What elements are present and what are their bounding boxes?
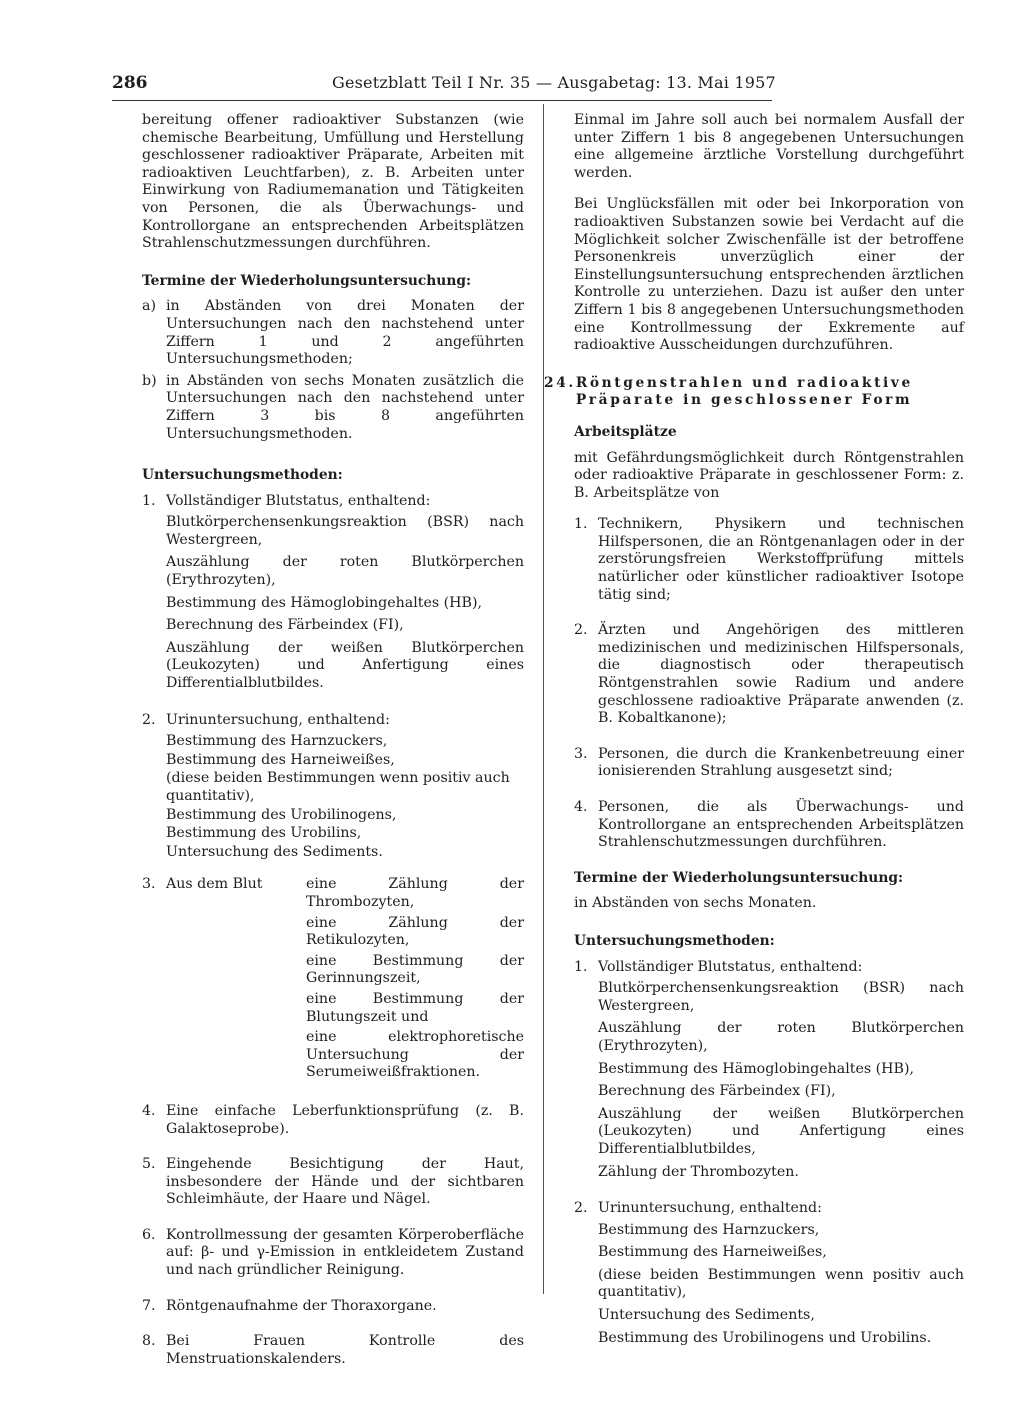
termine-text-right: in Abständen von sechs Monaten.	[574, 895, 817, 912]
method-1-right-sub: Auszählung der weißen Blutkörperchen (Leukozyten) und Anfertigung eines Differentialblutbildes,	[598, 1105, 964, 1157]
method-2-right: 2. Urinuntersuchung, enthaltend:	[574, 1200, 822, 1217]
method-5: 5. Eingehende Besichtigung der Haut, insbesondere der Hände und der sichtbaren Schleimhäute, der Haare und Nägel.	[142, 1156, 524, 1208]
method-2-sub: Untersuchung des Sediments.	[166, 843, 383, 860]
method-1-right-sub: Blutkörperchensenkungsreaktion (BSR) nach Westergreen,	[598, 980, 964, 1014]
method-2-sub: Bestimmung des Urobilinogens,	[166, 806, 397, 823]
column-divider	[543, 104, 544, 1294]
method-1-sub: Bestimmung des Hämoglobingehaltes (HB),	[166, 594, 483, 611]
termine-heading: Termine der Wiederholungsuntersuchung:	[142, 272, 472, 289]
method-1-right-sub: Zählung der Thrombozyten.	[598, 1163, 799, 1180]
method-1-right: 1. Vollständiger Blutstatus, enthaltend:	[574, 958, 863, 975]
method-2-right-sub: Bestimmung des Urobilinogens und Urobilins.	[598, 1329, 932, 1346]
header-title: Gesetzblatt Teil I Nr. 35 — Ausgabetag: 13. Mai 1957	[332, 73, 776, 92]
method-1-right-sub: Bestimmung des Hämoglobingehaltes (HB),	[598, 1060, 915, 1077]
termine-item-a: a) in Abständen von drei Monaten der Untersuchungen nach den nachstehend unter Ziffern 1 und 2 angeführten Untersuchungsmethoden;	[142, 298, 524, 368]
section-24-number: 24.	[544, 374, 576, 391]
method-1-sub: Blutkörperchensenkungsreaktion (BSR) nach Westergreen,	[166, 514, 524, 548]
method-3-part: eine Zählung der Thrombozyten,	[306, 876, 524, 910]
method-2: 2. Urinuntersuchung, enthaltend:	[142, 711, 390, 728]
method-2-sub: Bestimmung des Urobilins,	[166, 825, 362, 842]
method-1: 1. Vollständiger Blutstatus, enthaltend:	[142, 492, 431, 509]
worker-item: 3. Personen, die durch die Krankenbetreuung einer ionisierenden Strahlung ausgesetzt sind;	[574, 745, 964, 780]
right-column	[544, 112, 964, 1352]
accident-paragraph: Bei Unglücksfällen mit oder bei Inkorporation von radioaktiven Substanzen sowie bei Verdacht auf die Möglichkeit solcher Zwischenfälle ist der betroffene Personenkreis unverzüglich einer der Einstellungsuntersuchung entsprechenden ärztlichen Kontrolle zu unterziehen. Dazu ist außer den unter Ziffern 1 bis 8 angegebenen Untersuchungsmethoden eine Kontrollmessung der Exkremente auf radioaktive Ausscheidungen durchzuführen.	[574, 196, 964, 354]
method-2-right-sub: Untersuchung des Sediments,	[598, 1307, 815, 1324]
arbeitsplaetze-heading: Arbeitsplätze	[574, 423, 677, 440]
method-1-sub: Berechnung des Färbeindex (FI),	[166, 617, 404, 634]
section-24-title: 24. Röntgenstrahlen und radioaktive Präparate in geschlossener Form	[544, 374, 913, 409]
method-1-sub: Auszählung der weißen Blutkörperchen (Leukozyten) und Anfertigung eines Differentialblutbildes.	[166, 639, 524, 692]
method-3: 3. Aus dem Blut eine Zählung der Thrombozyten, eine Zählung der Retikulozyten, eine Bestimmung der Gerinnungszeit, eine Bestimmung der Blutungszeit und eine elektrophoretische Untersuchung der Serumeiweißfraktionen.	[142, 876, 524, 1081]
method-2-right-sub: (diese beiden Bestimmungen wenn positiv auch quantitativ),	[598, 1266, 964, 1301]
arbeitsplaetze-text: mit Gefährdungsmöglichkeit durch Röntgenstrahlen oder radioaktive Präparate in geschlossener Form: z. B. Arbeitsplätze von	[574, 449, 964, 501]
method-2-sub: (diese beiden Bestimmungen wenn positiv auch quantitativ),	[166, 770, 510, 804]
method-4: 4. Eine einfache Leberfunktionsprüfung (z. B. Galaktoseprobe).	[142, 1102, 524, 1137]
page-header	[112, 73, 972, 103]
method-2-sub: Bestimmung des Harnzuckers,	[166, 733, 388, 750]
page-number: 286	[112, 73, 148, 93]
method-3-part: eine elektrophoretische Untersuchung der Serumeiweißfraktionen.	[306, 1029, 524, 1081]
termine-heading-right: Termine der Wiederholungsuntersuchung:	[574, 869, 904, 886]
annual-exam-paragraph: Einmal im Jahre soll auch bei normalem Ausfall der unter Ziffern 1 bis 8 angegebenen Untersuchungen eine allgemeine ärztliche Vorstellung durchgeführt werden.	[574, 112, 964, 181]
method-3-part: eine Bestimmung der Blutungszeit und	[306, 990, 524, 1025]
methods-heading: Untersuchungsmethoden:	[142, 467, 343, 484]
left-column	[142, 112, 524, 1372]
worker-item: 2. Ärzten und Angehörigen des mittleren medizinischen und medizinischen Hilfspersonals, die diagnostisch oder therapeutisch Röntgenstrahlen sowie Radium und andere geschlossene radioaktive Präparate anwenden (z. B. Kobaltkanone);	[574, 622, 964, 727]
method-2-right-sub: Bestimmung des Harneiweißes,	[598, 1244, 827, 1261]
method-6: 6. Kontrollmessung der gesamten Körperoberfläche auf: β- und γ-Emission in entkleidetem Zustand und nach gründlicher Reinigung.	[142, 1226, 524, 1279]
method-3-part: eine Bestimmung der Gerinnungszeit,	[306, 952, 524, 987]
worker-item: 1. Technikern, Physikern und technischen Hilfspersonen, die an Röntgenanlagen oder in der zerstörungsfreien Werkstoffprüfung mittels natürlicher oder künstlicher radioaktiver Isotope tätig sind;	[574, 516, 964, 603]
method-7: 7. Röntgenaufnahme der Thoraxorgane.	[142, 1297, 437, 1314]
termine-item-b: b) in Abständen von sechs Monaten zusätzlich die Untersuchungen nach den nachstehend unter Ziffern 3 bis 8 angeführten Untersuchungsmethoden.	[142, 372, 524, 442]
method-1-sub: Auszählung der roten Blutkörperchen (Erythrozyten),	[166, 554, 524, 589]
method-2-sub: Bestimmung des Harneiweißes,	[166, 751, 395, 768]
method-3-part: eine Zählung der Retikulozyten,	[306, 914, 524, 949]
intro-paragraph: bereitung offener radioaktiver Substanzen (wie chemische Bearbeitung, Umfüllung und Herstellung geschlossener radioaktiver Präparate, Arbeiten mit radioaktiven Leuchtfarben), z. B. Arbeiten unter Einwirkung von Radiumemanation und Tätigkeiten von Personen, die als Überwachungs- und Kontrollorgane an entsprechenden Arbeitsplätzen Strahlenschutzmessungen durchführen.	[142, 112, 524, 252]
method-1-right-sub: Auszählung der roten Blutkörperchen (Erythrozyten),	[598, 1020, 964, 1054]
methods-heading-right: Untersuchungsmethoden:	[574, 932, 775, 949]
method-1-right-sub: Berechnung des Färbeindex (FI),	[598, 1083, 836, 1100]
method-8: 8. Bei Frauen Kontrolle des Menstruationskalenders.	[142, 1333, 524, 1367]
header-rule	[112, 100, 772, 101]
worker-item: 4. Personen, die als Überwachungs- und Kontrollorgane an entsprechenden Arbeitsplätzen Strahlenschutzmessungen durchführen.	[574, 799, 964, 851]
method-2-right-sub: Bestimmung des Harnzuckers,	[598, 1221, 820, 1238]
method-3-lead: Aus dem Blut	[166, 876, 263, 893]
